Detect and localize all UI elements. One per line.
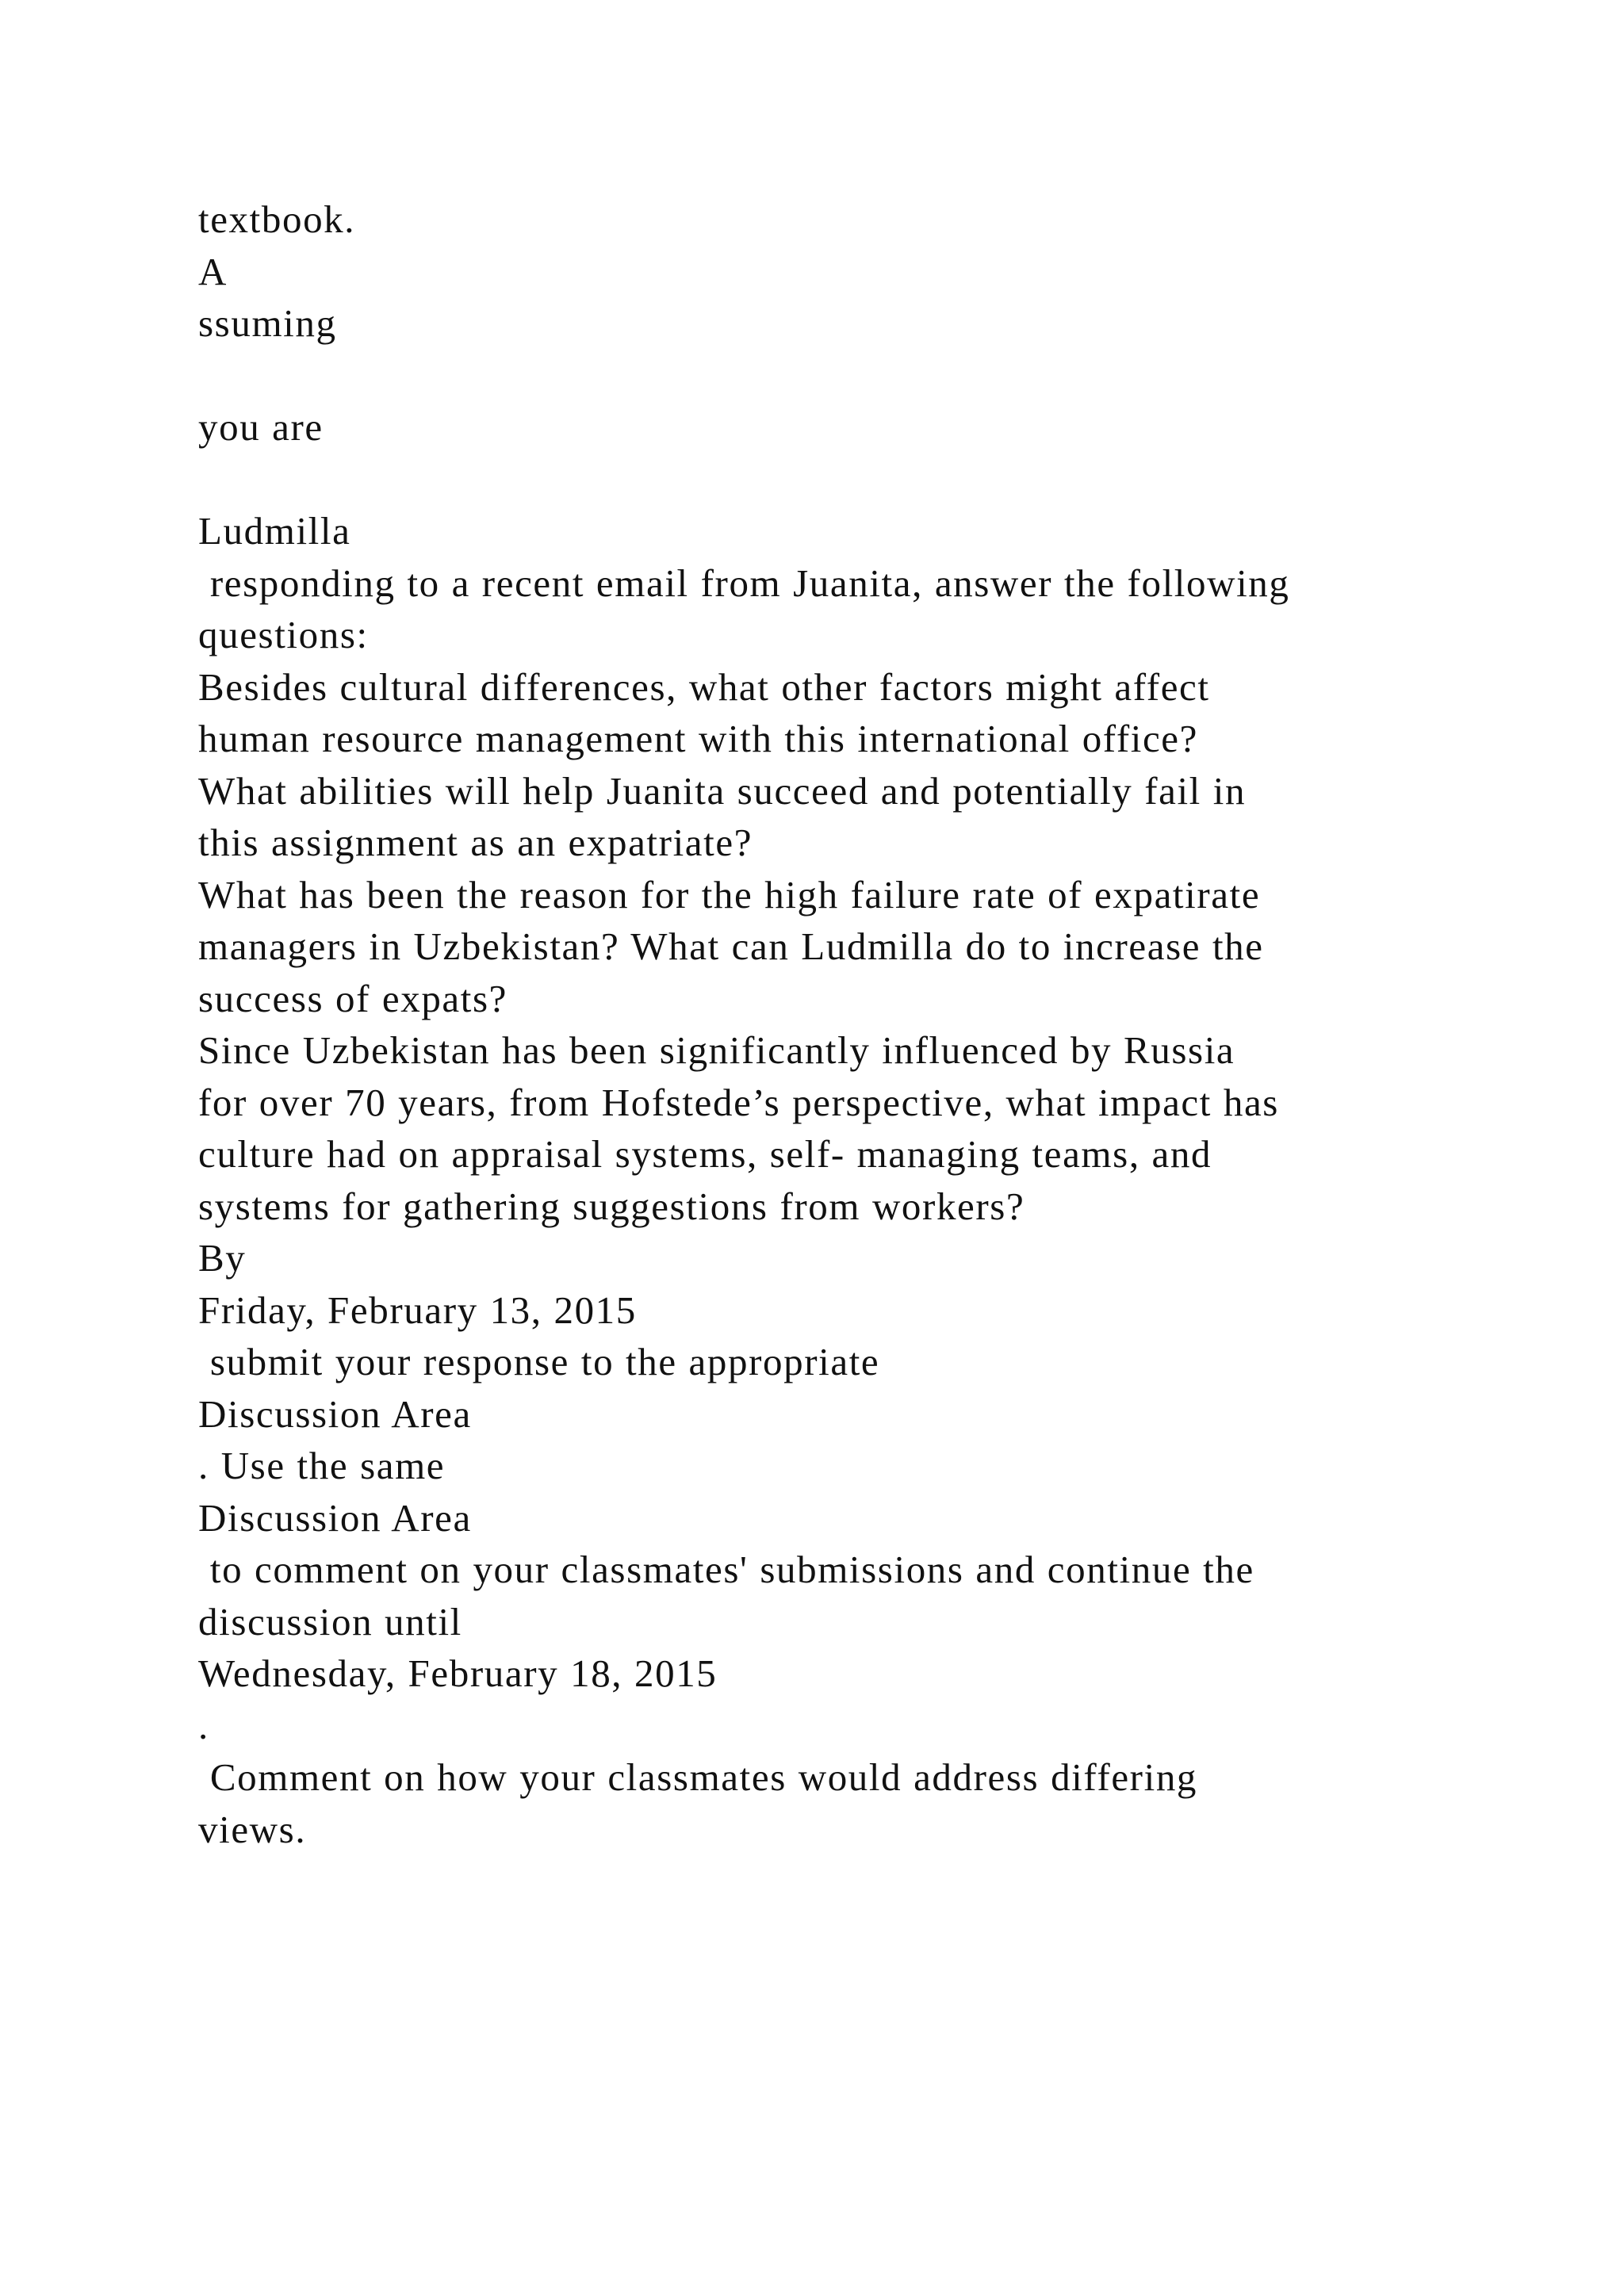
due-date: Friday, February 13, 2015 xyxy=(198,1288,637,1332)
text-line: Discussion Area xyxy=(198,1391,472,1436)
text-line: questions: xyxy=(198,613,369,656)
text-line: views. xyxy=(198,1807,307,1851)
question-line: success of expats? xyxy=(198,976,508,1020)
text-line: A xyxy=(198,249,228,293)
question-line: What abilities will help Juanita succeed and potentially fail in xyxy=(198,768,1247,813)
question-line: for over 70 years, from Hofstede’s perspective, what impact has xyxy=(198,1080,1279,1124)
question-line: human resource management with this international office? xyxy=(198,717,1198,760)
text-line: Discussion Area xyxy=(198,1495,472,1540)
question-line: culture had on appraisal systems, self- managing teams, and xyxy=(198,1132,1212,1176)
text-line: ssuming xyxy=(198,301,337,345)
text-line: . xyxy=(198,1703,209,1747)
text-line: you are xyxy=(198,405,324,449)
text-line: discussion until xyxy=(198,1599,462,1644)
end-date: Wednesday, February 18, 2015 xyxy=(198,1651,718,1695)
blank-line xyxy=(198,453,1467,506)
text-line: By xyxy=(198,1236,247,1280)
text-line: responding to a recent email from Juanita, answer the following xyxy=(198,561,1290,605)
text-line: . Use the same xyxy=(198,1444,446,1487)
text-line: textbook. xyxy=(198,197,356,241)
text-line: submit your response to the appropriate xyxy=(198,1340,880,1383)
question-line: systems for gathering suggestions from workers? xyxy=(198,1184,1025,1228)
text-line: Comment on how your classmates would address differing xyxy=(198,1755,1198,1799)
blank-line xyxy=(198,350,1467,402)
question-line: managers in Uzbekistan? What can Ludmilla do to increase the xyxy=(198,924,1264,968)
question-line: Besides cultural differences, what other factors might affect xyxy=(198,664,1210,709)
text-line: to comment on your classmates' submissions and continue the xyxy=(198,1548,1254,1591)
question-line: What has been the reason for the high failure rate of expatirate xyxy=(198,872,1261,916)
text-line: Ludmilla xyxy=(198,509,351,553)
question-line: Since Uzbekistan has been significantly influenced by Russia xyxy=(198,1028,1235,1072)
question-line: this assignment as an expatriate? xyxy=(198,821,753,864)
document-body xyxy=(198,193,1467,1855)
